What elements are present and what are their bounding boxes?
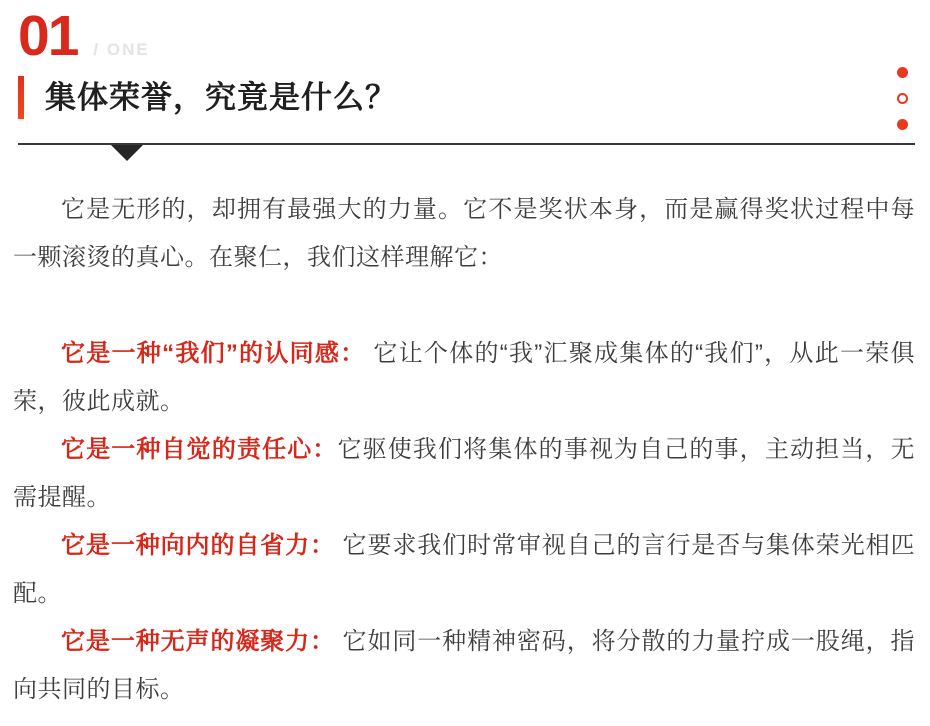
item-lead-introspection: 它是一种向内的自省力： (61, 532, 335, 559)
section-title-row (18, 76, 397, 119)
section-number: 01 (18, 4, 78, 68)
item-text-responsibility: 它驱使我们将集体的事视为自己的事，主动担当，无需提醒。 (13, 436, 915, 511)
triangle-down-marker (111, 145, 143, 161)
dot-filled-top (897, 67, 908, 78)
dot-decoration (897, 67, 908, 130)
section-number-row (18, 4, 150, 68)
item-lead-identity: 它是一种“我们”的认同感： (61, 340, 366, 367)
item-text-identity: 它让个体的“我”汇聚成集体的“我们”，从此一荣俱荣，彼此成就。 (13, 340, 915, 415)
section-number-label: / ONE (93, 40, 150, 59)
item-lead-responsibility: 它是一种自觉的责任心： (61, 436, 338, 463)
item-paragraph-identity (13, 330, 915, 426)
article-body (13, 186, 915, 714)
item-paragraph-responsibility (13, 426, 915, 522)
dot-filled-bottom (897, 119, 908, 130)
section-title: 集体荣誉，究竟是什么？ (45, 79, 397, 115)
divider-line (18, 143, 915, 145)
intro-paragraph: 它是无形的，却拥有最强大的力量。它不是奖状本身，而是赢得奖状过程中每一颗滚烫的真心。在聚仁，我们这样理解它： (13, 196, 915, 271)
item-text-introspection: 它要求我们时常审视自己的言行是否与集体荣光相匹配。 (13, 532, 916, 607)
item-text-cohesion: 它如同一种精神密码，将分散的力量拧成一股绳，指向共同的目标。 (13, 628, 916, 703)
item-paragraph-cohesion (13, 618, 915, 714)
dot-hollow-middle (897, 93, 908, 104)
item-paragraph-introspection (13, 522, 915, 618)
title-accent-bar (18, 76, 24, 119)
item-lead-cohesion: 它是一种无声的凝聚力： (61, 628, 335, 655)
